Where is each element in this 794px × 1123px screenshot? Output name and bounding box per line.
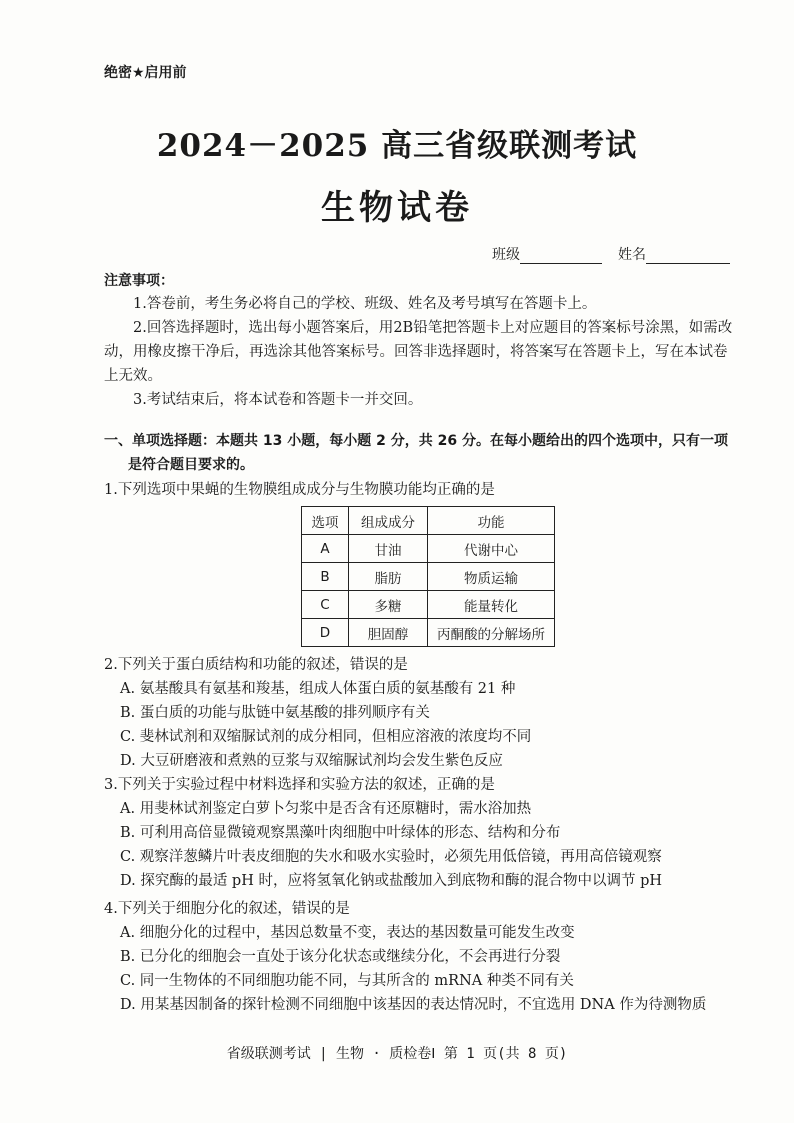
question-3-option-c: C. 观察洋葱鳞片叶表皮细胞的失水和吸水实验时，必须先用低倍镜，再用高倍镜观察 — [120, 849, 662, 865]
class-label: 班级 — [492, 247, 520, 263]
table-cell: 能量转化 — [428, 591, 555, 619]
exam-subject-title: 生物试卷 — [321, 188, 473, 228]
table-cell: 多糖 — [349, 591, 428, 619]
table-row — [302, 591, 555, 619]
question-1-table — [301, 506, 555, 647]
table-row — [302, 563, 555, 591]
table-cell: A — [302, 535, 349, 563]
question-4-option-c: C. 同一生物体的不同细胞功能不同，与其所含的 mRNA 种类不同有关 — [120, 973, 574, 989]
notice-item-3: 3.考试结束后，将本试卷和答题卡一并交回。 — [133, 392, 423, 408]
table-cell: 胆固醇 — [349, 619, 428, 647]
question-4-option-d: D. 用某基因制备的探针检测不同细胞中该基因的表达情况时，不宜选用 DNA 作为待测物质 — [120, 997, 707, 1013]
section-heading-line1: 一、单项选择题：本题共 13 小题，每小题 2 分，共 26 分。在每小题给出的四个选项中，只有一项 — [104, 433, 728, 449]
table-cell: B — [302, 563, 349, 591]
question-3-stem: 3.下列关于实验过程中材料选择和实验方法的叙述，正确的是 — [104, 777, 495, 793]
name-blank — [646, 249, 730, 264]
question-4-option-b: B. 已分化的细胞会一直处于该分化状态或继续分化，不会再进行分裂 — [120, 949, 561, 965]
question-1-stem: 1.下列选项中果蝇的生物膜组成成分与生物膜功能均正确的是 — [104, 482, 495, 498]
class-blank — [520, 249, 602, 264]
table-header: 选项 — [302, 507, 349, 535]
question-2-option-c: C. 斐林试剂和双缩脲试剂的成分相同，但相应溶液的浓度均不同 — [120, 729, 532, 745]
notice-item-1: 1.答卷前，考生务必将自己的学校、班级、姓名及考号填写在答题卡上。 — [133, 296, 597, 312]
table-cell: 代谢中心 — [428, 535, 555, 563]
table-cell: 脂肪 — [349, 563, 428, 591]
table-cell: 甘油 — [349, 535, 428, 563]
question-4-option-a: A. 细胞分化的过程中，基因总数量不变，表达的基因数量可能发生改变 — [120, 925, 575, 941]
section-heading — [104, 429, 744, 477]
name-label: 姓名 — [618, 247, 646, 263]
exam-title: 2024－2025 高三省级联测考试 — [156, 128, 638, 164]
table-header: 功能 — [428, 507, 555, 535]
question-4-stem: 4.下列关于细胞分化的叙述，错误的是 — [104, 901, 350, 917]
page-footer: 省级联测考试 | 生物 · 质检卷Ⅰ 第 1 页(共 8 页) — [226, 1046, 568, 1062]
question-3-option-a: A. 用斐林试剂鉴定白萝卜匀浆中是否含有还原糖时，需水浴加热 — [120, 801, 532, 817]
question-3-option-d: D. 探究酶的最适 pH 时，应将氢氧化钠或盐酸加入到底物和酶的混合物中以调节 pH — [120, 873, 663, 889]
table-header: 组成成分 — [349, 507, 428, 535]
notice-item-2: 2.回答选择题时，选出每小题答案后，用2B铅笔把答题卡上对应题目的答案标号涂黑，如需改动，用橡皮擦干净后，再选涂其他答案标号。回答非选择题时，将答案写在答题卡上，写在本试卷上无效。 — [104, 320, 733, 384]
question-3-option-b: B. 可利用高倍显微镜观察黑藻叶肉细胞中叶绿体的形态、结构和分布 — [120, 825, 561, 841]
question-2-option-d: D. 大豆研磨液和煮熟的豆浆与双缩脲试剂均会发生紫色反应 — [120, 753, 503, 769]
question-2-option-b: B. 蛋白质的功能与肽链中氨基酸的排列顺序有关 — [120, 705, 430, 721]
table-row — [302, 619, 555, 647]
section-heading-line2: 是符合题目要求的。 — [128, 457, 254, 473]
table-cell: C — [302, 591, 349, 619]
table-cell: 丙酮酸的分解场所 — [428, 619, 555, 647]
class-name-fields — [492, 244, 730, 264]
table-row — [302, 535, 555, 563]
secret-label: 绝密★启用前 — [104, 65, 187, 81]
table-header-row — [302, 507, 555, 535]
table-cell: D — [302, 619, 349, 647]
question-2-option-a: A. 氨基酸具有氨基和羧基，组成人体蛋白质的氨基酸有 21 种 — [120, 681, 516, 697]
notice-heading: 注意事项： — [104, 273, 174, 289]
table-cell: 物质运输 — [428, 563, 555, 591]
question-2-stem: 2.下列关于蛋白质结构和功能的叙述，错误的是 — [104, 657, 408, 673]
